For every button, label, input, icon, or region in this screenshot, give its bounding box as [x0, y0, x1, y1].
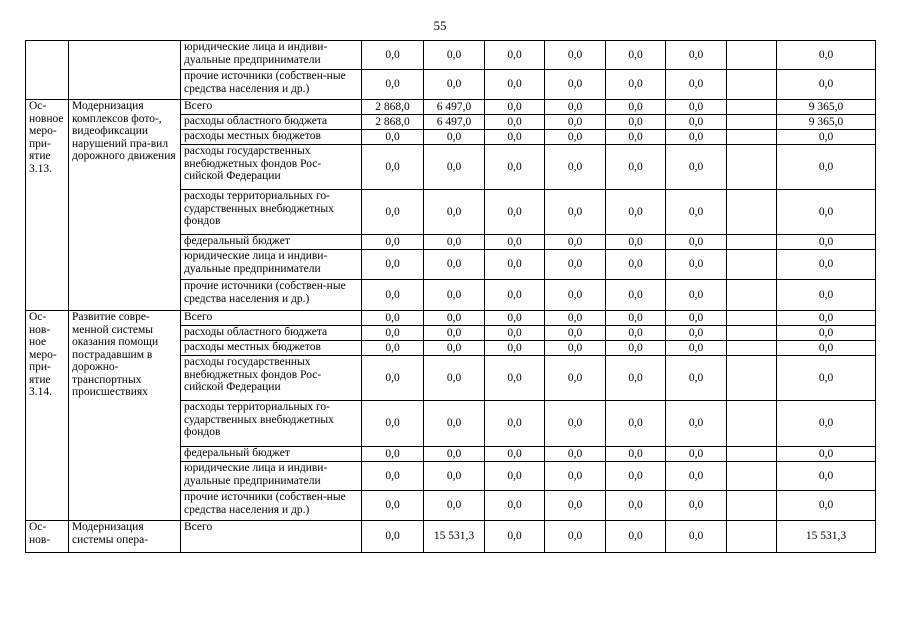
- value-cell: 0,0: [485, 311, 545, 326]
- value-cell: 0,0: [666, 447, 727, 462]
- value-cell: 0,0: [666, 130, 727, 145]
- value-cell: 0,0: [424, 250, 485, 280]
- total-value-cell: 0,0: [777, 401, 876, 447]
- value-cell: 0,0: [424, 130, 485, 145]
- value-cell: 0,0: [545, 145, 606, 190]
- value-cell: [727, 70, 777, 100]
- total-value-cell: 0,0: [777, 190, 876, 235]
- total-value-cell: 0,0: [777, 235, 876, 250]
- value-cell: 0,0: [424, 401, 485, 447]
- value-cell: 0,0: [545, 235, 606, 250]
- value-cell: 0,0: [485, 130, 545, 145]
- value-cell: 0,0: [362, 280, 424, 311]
- value-cell: 0,0: [362, 401, 424, 447]
- value-cell: 0,0: [666, 491, 727, 521]
- value-cell: 0,0: [362, 341, 424, 356]
- value-cell: 0,0: [424, 311, 485, 326]
- value-cell: 0,0: [606, 447, 666, 462]
- total-value-cell: 0,0: [777, 311, 876, 326]
- page-number: 55: [433, 18, 447, 33]
- value-cell: 0,0: [606, 250, 666, 280]
- funding-source-cell: расходы государственных внебюджетных фондов Рос-сийской Федерации: [181, 145, 362, 190]
- value-cell: 0,0: [362, 521, 424, 553]
- funding-source-cell: федеральный бюджет: [181, 235, 362, 250]
- value-cell: 0,0: [362, 326, 424, 341]
- total-value-cell: 15 531,3: [777, 521, 876, 553]
- value-cell: 0,0: [545, 491, 606, 521]
- value-cell: 0,0: [545, 447, 606, 462]
- funding-source-cell: федеральный бюджет: [181, 447, 362, 462]
- value-cell: 0,0: [485, 145, 545, 190]
- value-cell: 0,0: [545, 326, 606, 341]
- funding-source-cell: расходы местных бюджетов: [181, 341, 362, 356]
- value-cell: 0,0: [666, 326, 727, 341]
- value-cell: 0,0: [545, 341, 606, 356]
- value-cell: 0,0: [606, 491, 666, 521]
- funding-source-cell: расходы территориальных го-сударственных внебюджетных фондов: [181, 190, 362, 235]
- value-cell: 0,0: [666, 356, 727, 401]
- value-cell: 0,0: [545, 41, 606, 70]
- value-cell: [727, 521, 777, 553]
- value-cell: 0,0: [606, 356, 666, 401]
- value-cell: 0,0: [545, 462, 606, 491]
- value-cell: 0,0: [606, 115, 666, 130]
- value-cell: 0,0: [424, 70, 485, 100]
- value-cell: 0,0: [424, 41, 485, 70]
- value-cell: 0,0: [362, 491, 424, 521]
- table-row: [26, 41, 876, 70]
- value-cell: 0,0: [606, 190, 666, 235]
- value-cell: 0,0: [666, 100, 727, 115]
- funding-source-cell: юридические лица и индиви-дуальные предприниматели: [181, 462, 362, 491]
- value-cell: 0,0: [424, 341, 485, 356]
- activity-name-cell: [69, 41, 181, 100]
- value-cell: 0,0: [545, 521, 606, 553]
- value-cell: 0,0: [666, 462, 727, 491]
- total-value-cell: 0,0: [777, 41, 876, 70]
- total-value-cell: 0,0: [777, 280, 876, 311]
- value-cell: 0,0: [606, 311, 666, 326]
- value-cell: 0,0: [424, 280, 485, 311]
- value-cell: 0,0: [545, 356, 606, 401]
- total-value-cell: 9 365,0: [777, 115, 876, 130]
- activity-name-cell: Развитие совре-менной системы оказания помощи пострадавшим в дорожно-транспортных происшествиях: [69, 311, 181, 521]
- value-cell: 0,0: [424, 491, 485, 521]
- value-cell: 0,0: [606, 100, 666, 115]
- value-cell: 0,0: [606, 462, 666, 491]
- value-cell: [727, 341, 777, 356]
- funding-source-cell: прочие источники (собствен-ные средства населения и др.): [181, 491, 362, 521]
- value-cell: 0,0: [606, 401, 666, 447]
- value-cell: 0,0: [362, 130, 424, 145]
- value-cell: 0,0: [545, 190, 606, 235]
- value-cell: 0,0: [424, 462, 485, 491]
- value-cell: 0,0: [545, 401, 606, 447]
- activity-number-cell: Ос-нов-: [26, 521, 69, 553]
- value-cell: 0,0: [666, 235, 727, 250]
- value-cell: 0,0: [606, 145, 666, 190]
- value-cell: 0,0: [424, 447, 485, 462]
- total-value-cell: 0,0: [777, 356, 876, 401]
- value-cell: 2 868,0: [362, 115, 424, 130]
- value-cell: 6 497,0: [424, 100, 485, 115]
- value-cell: 0,0: [362, 70, 424, 100]
- value-cell: [727, 250, 777, 280]
- activity-name-cell: Модернизация системы опера-: [69, 521, 181, 553]
- table-row: [26, 311, 876, 326]
- value-cell: 6 497,0: [424, 115, 485, 130]
- value-cell: [727, 280, 777, 311]
- value-cell: [727, 326, 777, 341]
- value-cell: 0,0: [485, 341, 545, 356]
- value-cell: 0,0: [606, 326, 666, 341]
- value-cell: 0,0: [666, 250, 727, 280]
- value-cell: 0,0: [424, 145, 485, 190]
- value-cell: [727, 100, 777, 115]
- value-cell: 0,0: [485, 462, 545, 491]
- value-cell: 0,0: [666, 145, 727, 190]
- value-cell: 0,0: [666, 521, 727, 553]
- total-value-cell: 0,0: [777, 145, 876, 190]
- value-cell: 0,0: [485, 115, 545, 130]
- value-cell: 0,0: [666, 341, 727, 356]
- value-cell: 0,0: [545, 115, 606, 130]
- value-cell: 0,0: [485, 491, 545, 521]
- value-cell: 0,0: [666, 190, 727, 235]
- total-value-cell: 0,0: [777, 447, 876, 462]
- value-cell: 0,0: [485, 235, 545, 250]
- value-cell: [727, 115, 777, 130]
- activity-number-cell: Ос-нов-ное меро-при-ятие 3.14.: [26, 311, 69, 521]
- value-cell: 0,0: [485, 447, 545, 462]
- total-value-cell: 0,0: [777, 491, 876, 521]
- funding-source-cell: расходы местных бюджетов: [181, 130, 362, 145]
- funding-source-cell: Всего: [181, 311, 362, 326]
- budget-table: [25, 40, 876, 553]
- funding-source-cell: Всего: [181, 100, 362, 115]
- funding-source-cell: расходы областного бюджета: [181, 115, 362, 130]
- value-cell: 0,0: [485, 326, 545, 341]
- value-cell: 2 868,0: [362, 100, 424, 115]
- value-cell: 0,0: [485, 250, 545, 280]
- value-cell: 0,0: [545, 250, 606, 280]
- value-cell: 0,0: [362, 250, 424, 280]
- value-cell: 0,0: [606, 235, 666, 250]
- funding-source-cell: юридические лица и индиви-дуальные предприниматели: [181, 250, 362, 280]
- value-cell: 0,0: [424, 190, 485, 235]
- value-cell: 0,0: [485, 41, 545, 70]
- total-value-cell: 9 365,0: [777, 100, 876, 115]
- value-cell: [727, 145, 777, 190]
- value-cell: 0,0: [485, 100, 545, 115]
- activity-name-cell: Модернизация комплексов фото-, видеофиксации нарушений пра-вил дорожного движения: [69, 100, 181, 311]
- total-value-cell: 0,0: [777, 250, 876, 280]
- value-cell: 0,0: [606, 521, 666, 553]
- funding-source-cell: расходы областного бюджета: [181, 326, 362, 341]
- value-cell: 0,0: [362, 145, 424, 190]
- activity-number-cell: [26, 41, 69, 100]
- value-cell: 0,0: [666, 401, 727, 447]
- funding-source-cell: юридические лица и индиви-дуальные предприниматели: [181, 41, 362, 70]
- value-cell: 0,0: [362, 447, 424, 462]
- funding-source-cell: прочие источники (собствен-ные средства населения и др.): [181, 70, 362, 100]
- value-cell: 0,0: [485, 521, 545, 553]
- value-cell: 0,0: [606, 41, 666, 70]
- value-cell: 0,0: [362, 235, 424, 250]
- table-row: [26, 521, 876, 553]
- total-value-cell: 0,0: [777, 462, 876, 491]
- value-cell: 0,0: [485, 190, 545, 235]
- value-cell: 0,0: [362, 462, 424, 491]
- value-cell: 0,0: [666, 70, 727, 100]
- value-cell: 0,0: [545, 100, 606, 115]
- value-cell: [727, 190, 777, 235]
- value-cell: 0,0: [485, 280, 545, 311]
- value-cell: [727, 41, 777, 70]
- value-cell: 0,0: [606, 130, 666, 145]
- value-cell: [727, 491, 777, 521]
- value-cell: [727, 401, 777, 447]
- table-row: [26, 100, 876, 115]
- value-cell: 0,0: [666, 311, 727, 326]
- funding-source-cell: расходы государственных внебюджетных фондов Рос-сийской Федерации: [181, 356, 362, 401]
- value-cell: 0,0: [362, 41, 424, 70]
- value-cell: [727, 235, 777, 250]
- value-cell: 0,0: [362, 311, 424, 326]
- value-cell: 0,0: [362, 190, 424, 235]
- value-cell: 0,0: [362, 356, 424, 401]
- activity-number-cell: Ос-новное меро-при-ятие 3.13.: [26, 100, 69, 311]
- funding-source-cell: расходы территориальных го-сударственных внебюджетных фондов: [181, 401, 362, 447]
- total-value-cell: 0,0: [777, 341, 876, 356]
- value-cell: [727, 130, 777, 145]
- value-cell: 0,0: [545, 280, 606, 311]
- value-cell: 0,0: [666, 115, 727, 130]
- value-cell: 15 531,3: [424, 521, 485, 553]
- value-cell: 0,0: [545, 70, 606, 100]
- value-cell: [727, 311, 777, 326]
- funding-source-cell: прочие источники (собствен-ные средства населения и др.): [181, 280, 362, 311]
- value-cell: 0,0: [485, 70, 545, 100]
- total-value-cell: 0,0: [777, 326, 876, 341]
- total-value-cell: 0,0: [777, 130, 876, 145]
- value-cell: 0,0: [424, 235, 485, 250]
- value-cell: 0,0: [485, 401, 545, 447]
- value-cell: [727, 462, 777, 491]
- value-cell: 0,0: [485, 356, 545, 401]
- value-cell: 0,0: [424, 326, 485, 341]
- value-cell: 0,0: [666, 41, 727, 70]
- value-cell: 0,0: [424, 356, 485, 401]
- value-cell: 0,0: [606, 341, 666, 356]
- value-cell: 0,0: [666, 280, 727, 311]
- total-value-cell: 0,0: [777, 70, 876, 100]
- value-cell: 0,0: [545, 130, 606, 145]
- value-cell: [727, 447, 777, 462]
- value-cell: 0,0: [606, 70, 666, 100]
- value-cell: 0,0: [545, 311, 606, 326]
- funding-source-cell: Всего: [181, 521, 362, 553]
- value-cell: 0,0: [606, 280, 666, 311]
- value-cell: [727, 356, 777, 401]
